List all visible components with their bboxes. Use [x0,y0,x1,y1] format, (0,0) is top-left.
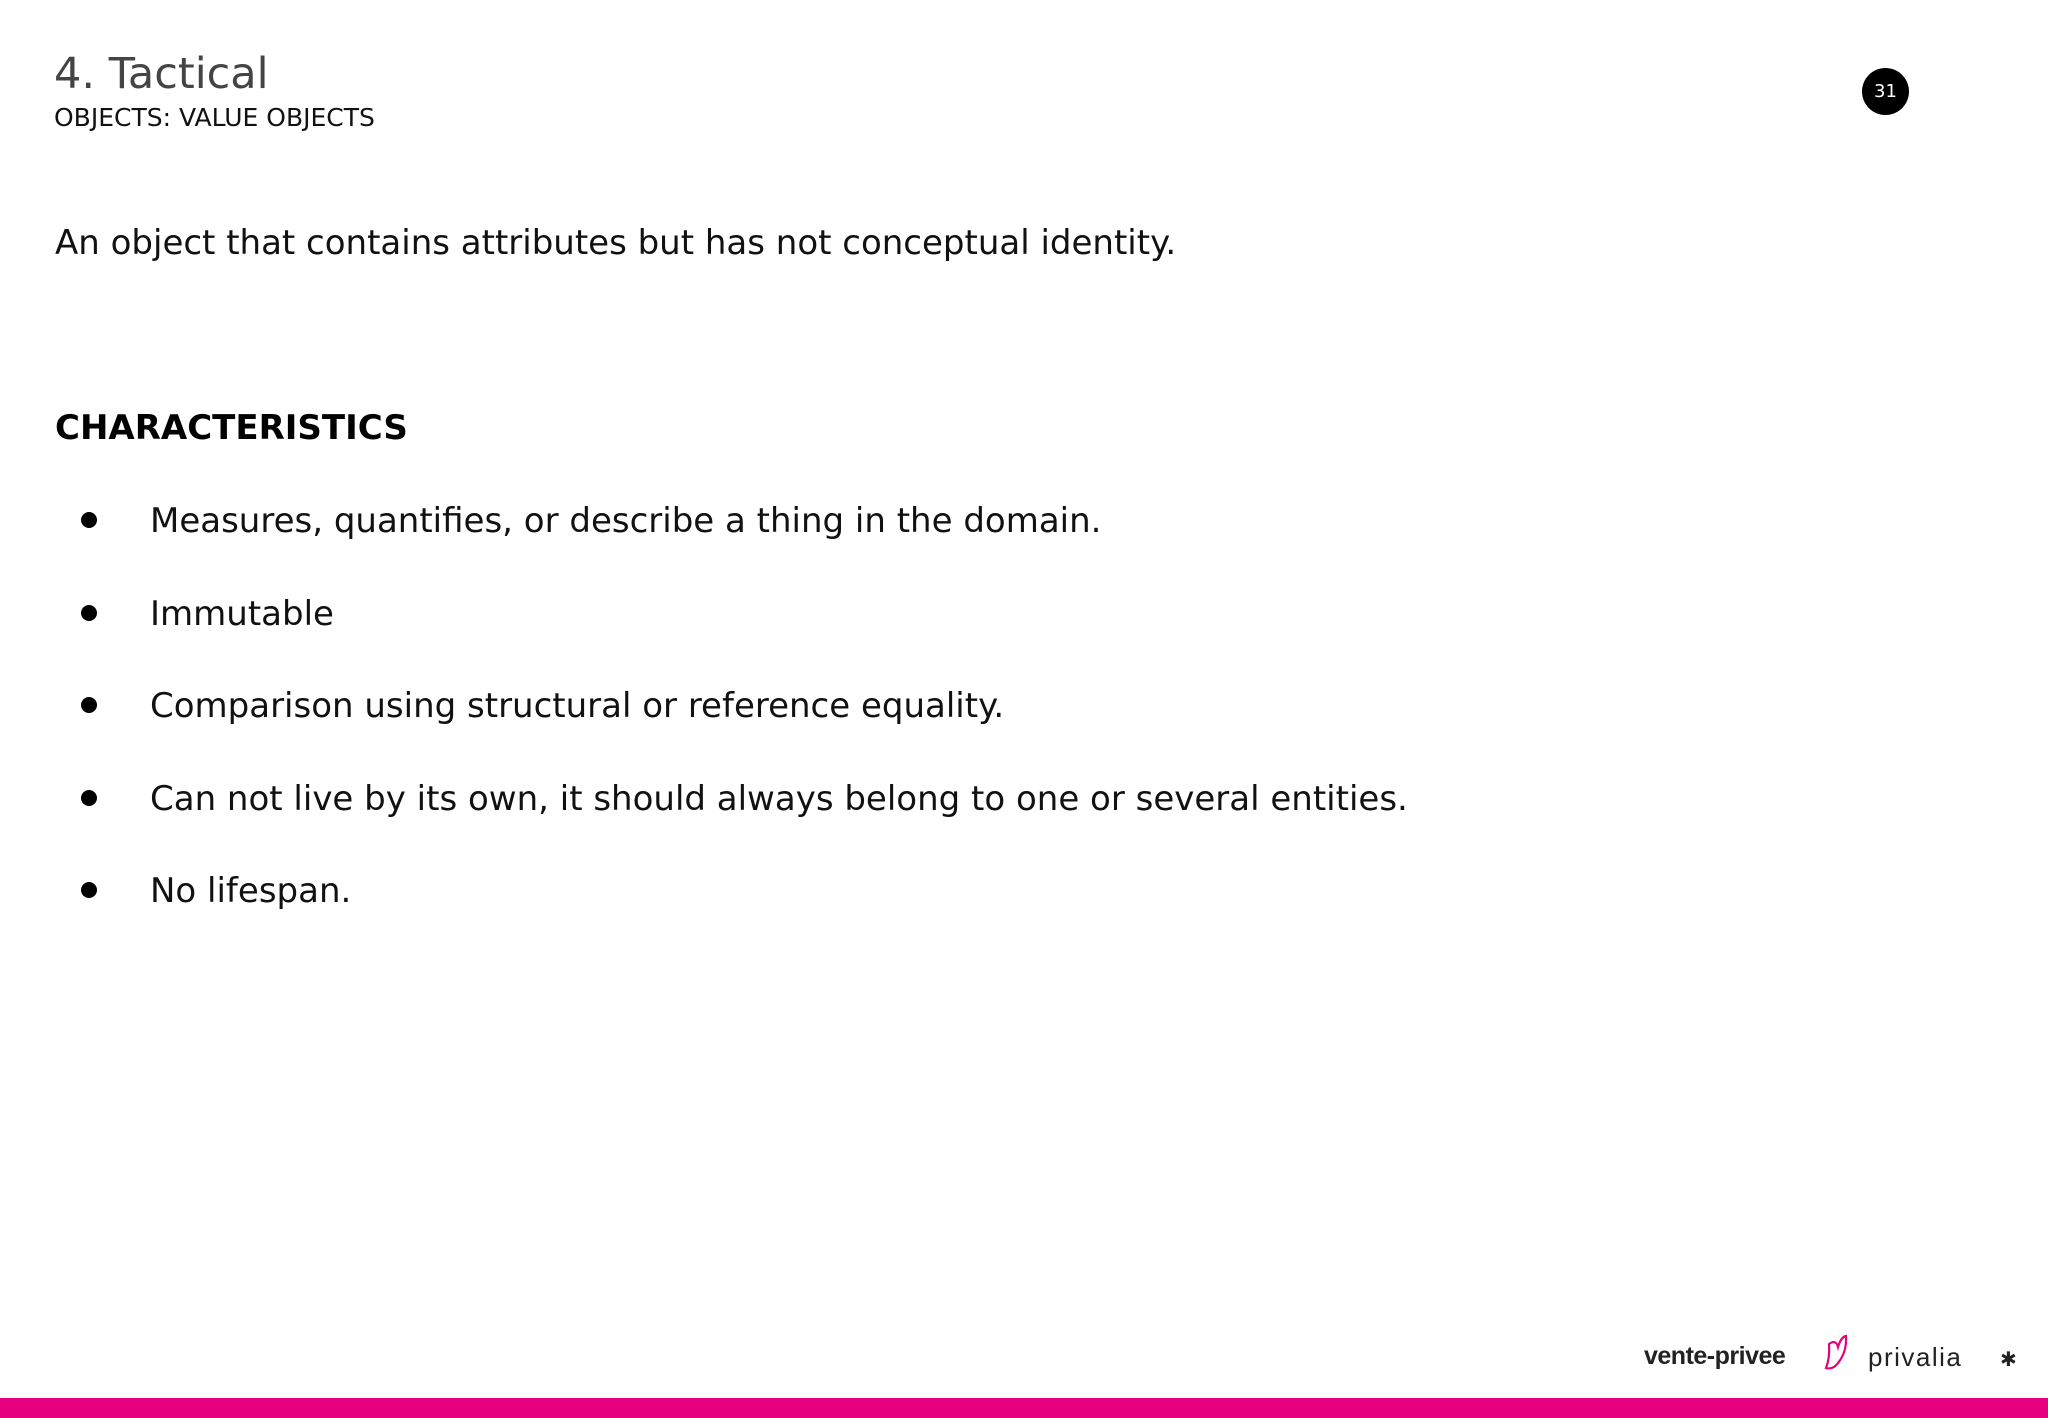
list-item-text: Can not live by its own, it should always belong to one or several entities. [150,778,1408,819]
company-logos [1640,1328,2025,1378]
list-item-text: Measures, quantifies, or describe a thing in the domain. [150,501,1102,541]
bullet-icon [81,790,97,806]
brand-color-bar [0,1398,2048,1418]
list-item-text: Comparison using structural or reference equality. [150,686,1005,726]
privalia-logo: privalia [1868,1342,1963,1372]
slide-title: 4. Tactical [54,49,269,99]
definition-text: An object that contains attributes but has not conceptual identity. [55,223,1177,263]
page-number-badge: 31 [1862,68,1909,115]
bullet-icon [81,882,97,898]
bullet-icon [81,605,97,621]
characteristics-heading: CHARACTERISTICS [55,408,408,448]
bullet-icon [81,512,97,528]
logo-svg [1640,1328,2025,1378]
vente-privee-logo: vente-privee [1644,1342,1786,1370]
list-item-text: No lifespan. [150,871,352,911]
bullet-icon [81,697,97,713]
list-item-text: Immutable [150,593,334,634]
asterisk-icon: ✱ [2000,1347,2017,1371]
slide-subtitle: OBJECTS: VALUE OBJECTS [54,103,375,132]
butterfly-icon [1826,1336,1846,1368]
